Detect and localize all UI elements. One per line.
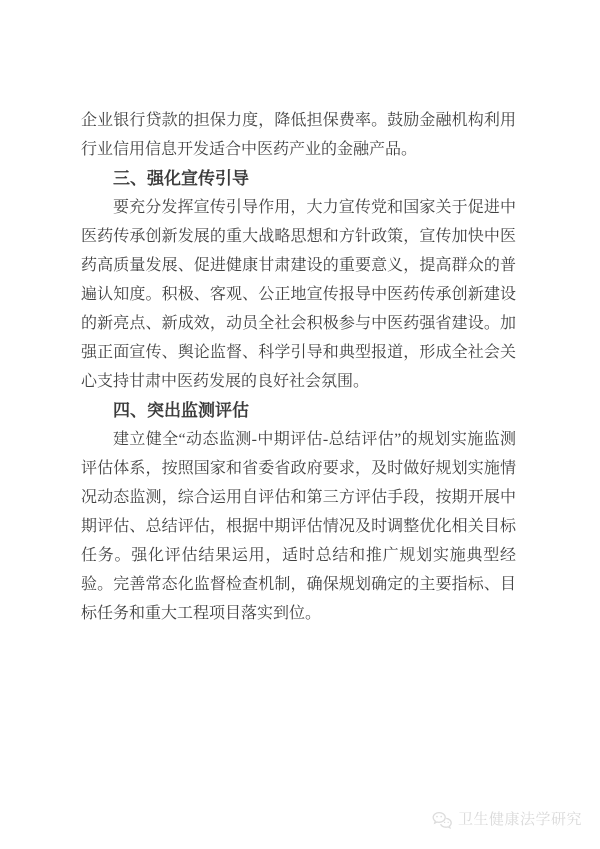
section-heading-three: 三、强化宣传引导 bbox=[113, 169, 249, 188]
watermark-label: 卫生健康法学研究 bbox=[457, 811, 582, 828]
chat-bubbles-icon bbox=[431, 811, 453, 830]
section-heading-four: 四、突出监测评估 bbox=[113, 401, 249, 420]
paragraph-continuation: 企业银行贷款的担保力度，降低担保费率。鼓励金融机构利用行业信用信息开发适合中医药产业的金融产品。 bbox=[81, 112, 516, 158]
watermark bbox=[431, 810, 582, 830]
document-body bbox=[81, 106, 516, 628]
section-three-paragraph: 要充分发挥宣传引导作用，大力宣传党和国家关于促进中医药传承创新发展的重大战略思想和方针政策，宣传加快中医药高质量发展、促进健康甘肃建设的重要意义，提高群众的普遍认知度。积极、客观、公正地宣传报导中医药传承创新建设的新亮点、新成效，动员全社会积极参与中医药强省建设。加强正面宣传、舆论监督、科学引导和典型报道，形成全社会关心支持甘肃中医药发展的良好社会氛围。 bbox=[81, 199, 516, 390]
section-four-paragraph: 建立健全“动态监测-中期评估-总结评估”的规划实施监测评估体系，按照国家和省委省政府要求，及时做好规划实施情况动态监测，综合运用自评估和第三方评估手段，按期开展中期评估、总结评估，根据中期评估情况及时调整优化相关目标任务。强化评估结果运用，适时总结和推广规划实施典型经验。完善常态化监督检查机制，确保规划确定的主要指标、目标任务和重大工程项目落实到位。 bbox=[81, 431, 516, 622]
